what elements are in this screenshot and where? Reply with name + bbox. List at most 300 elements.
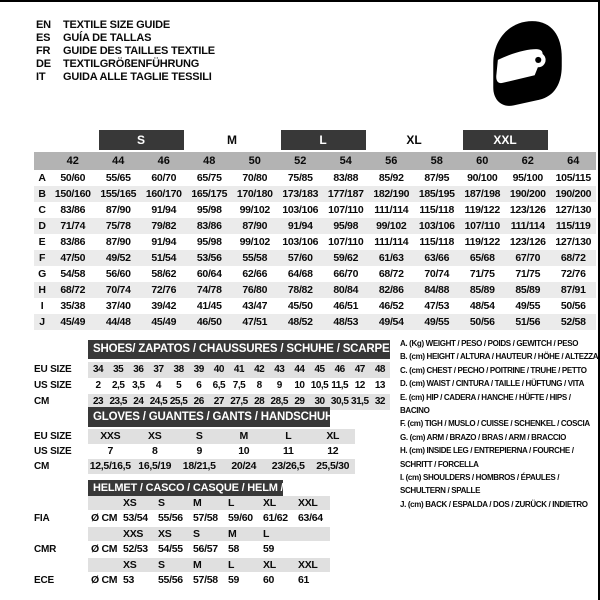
size-value-cell: 53/54 <box>123 512 148 524</box>
size-value-cell: 71/74 <box>60 220 86 232</box>
legend-item-c: C. (cm) CHEST / PECHO / POITRINE / TRUHE / PETTO <box>400 365 587 375</box>
sub-row-us-size <box>34 444 355 459</box>
row-band <box>88 572 330 589</box>
gloves-size-table <box>34 407 393 474</box>
size-value-cell: 68/72 <box>60 284 86 296</box>
size-value-cell: 173/183 <box>282 188 319 200</box>
size-value-cell: 3,5 <box>132 380 145 391</box>
language-title: GUÍA DE TALLAS <box>63 32 152 44</box>
size-value-cell: 99/102 <box>376 220 407 232</box>
size-value-cell: 55/56 <box>158 512 183 524</box>
sub-row-us-size <box>34 378 390 394</box>
size-value-cell: 64/68 <box>287 268 313 280</box>
language-title: GUIDE DES TAILLES TEXTILE <box>63 45 215 57</box>
size-value-cell: 38 <box>173 364 184 375</box>
size-value-cell: 44 <box>294 364 305 375</box>
size-value-cell: 57/60 <box>287 252 313 264</box>
size-value-cell: 42 <box>254 364 265 375</box>
sub-row-cmr <box>34 541 330 558</box>
size-value-cell: 63/66 <box>424 252 450 264</box>
size-value-cell: 8 <box>256 380 262 391</box>
size-value-cell: 54/55 <box>158 543 183 555</box>
size-value-cell: 12,5/16,5 <box>89 460 131 472</box>
size-value-cell: 9 <box>196 445 203 457</box>
size-value-cell: 46/50 <box>196 316 222 328</box>
row-label <box>34 527 88 541</box>
size-value-cell: M <box>193 497 202 509</box>
size-value-cell: 95/100 <box>512 172 543 184</box>
size-value-cell: S <box>193 528 200 540</box>
legend-item-e: E. (cm) HIP / CADERA / HANCHE / HÜFTE / HIPS / BACINO <box>400 392 571 416</box>
language-title-list <box>36 19 215 84</box>
unit-cell <box>88 558 120 572</box>
legend-item-g: G. (cm) ARM / BRAZO / BRAS / ARM / BRACCIO <box>400 432 567 442</box>
helmet-size-table <box>34 480 330 589</box>
size-value-cell: XXS <box>123 528 144 540</box>
size-value-cell: 45/50 <box>287 300 313 312</box>
size-value-cell: 61/63 <box>378 252 404 264</box>
size-value-cell: 55/56 <box>158 574 183 586</box>
size-value-cell: 59 <box>228 574 240 586</box>
row-band <box>88 459 355 474</box>
size-column-header-58: 58 <box>430 155 443 167</box>
size-value-cell: 30 <box>314 396 325 407</box>
row-band <box>88 378 390 394</box>
unit-cell <box>88 527 120 541</box>
unit-cell <box>88 496 120 510</box>
row-label-a: A <box>38 172 46 184</box>
row-band <box>88 541 330 558</box>
measure-row-d <box>34 218 596 234</box>
size-group-l: L <box>281 130 366 150</box>
size-value-cell: 65/75 <box>196 172 222 184</box>
size-value-cell: 115/118 <box>419 236 455 248</box>
size-value-cell: 70/74 <box>105 284 131 296</box>
size-value-cell: 18/21,5 <box>182 460 216 472</box>
size-value-cell: 85/89 <box>469 284 495 296</box>
size-value-cell: 107/110 <box>328 236 364 248</box>
spacer <box>34 480 88 496</box>
size-group-xxl: XXL <box>463 130 548 150</box>
size-value-cell: 37/40 <box>105 300 131 312</box>
size-value-cell: 85/89 <box>515 284 541 296</box>
size-value-cell: 7,5 <box>232 380 246 391</box>
size-value-cell: 60/64 <box>196 268 222 280</box>
size-value-cell: 160/170 <box>145 188 182 200</box>
size-value-cell: 87/90 <box>242 220 268 232</box>
size-value-cell: 91/94 <box>287 220 313 232</box>
size-value-cell: 13 <box>374 380 385 391</box>
size-value-cell: 59/60 <box>228 512 253 524</box>
size-value-cell: XXL <box>298 559 318 571</box>
measure-row-j <box>34 314 596 330</box>
row-label: EU SIZE <box>34 364 72 375</box>
legend-item-f: F. (cm) TIGH / MUSLO / CUISSE / SCHENKEL / COSCIA <box>400 419 590 429</box>
size-value-cell: 150/160 <box>54 188 91 200</box>
size-value-cell: 107/110 <box>464 220 500 232</box>
size-group-m: M <box>227 133 237 147</box>
size-value-cell: 95/98 <box>196 204 222 216</box>
row-label-c: C <box>38 204 46 216</box>
gloves-table-title: GLOVES / GUANTES / GANTS / HANDSCHUHE / GUANTI <box>88 407 330 427</box>
size-value-cell: M <box>228 528 237 540</box>
size-value-cell: 111/114 <box>374 236 409 248</box>
size-value-cell: 103/106 <box>282 204 319 216</box>
size-value-cell: 46/51 <box>333 300 359 312</box>
language-row-en <box>36 19 215 32</box>
size-value-cell: 53/56 <box>196 252 222 264</box>
row-label <box>34 496 88 510</box>
helmet-table-title: HELMET / CASCO / CASQUE / HELM / CASCO <box>88 480 283 496</box>
row-label: CMR <box>34 544 57 555</box>
measure-row-e <box>34 234 596 250</box>
language-code: IT <box>36 71 46 83</box>
language-code: ES <box>36 32 51 44</box>
measurement-rows <box>34 170 596 330</box>
size-value-cell: 58 <box>228 543 240 555</box>
size-value-cell: 48/53 <box>333 316 359 328</box>
size-value-cell: 47/51 <box>242 316 268 328</box>
size-value-cell: XL <box>263 497 276 509</box>
size-value-cell: 23 <box>93 396 104 407</box>
size-value-cell: XL <box>326 430 340 442</box>
size-value-cell: 87/90 <box>105 236 131 248</box>
sub-row-fia <box>34 510 330 527</box>
size-value-cell: 36 <box>133 364 144 375</box>
sub-row-sizes-4 <box>34 558 330 572</box>
size-value-cell: 52/58 <box>560 316 586 328</box>
size-value-cell: 35/38 <box>60 300 86 312</box>
size-value-cell: 7 <box>107 445 114 457</box>
size-value-cell: 59 <box>263 543 275 555</box>
sub-row-cm <box>34 459 355 474</box>
size-value-cell: 107/110 <box>328 204 364 216</box>
size-value-cell: 30,5 <box>330 396 349 407</box>
row-label <box>34 558 88 572</box>
size-value-cell: 29 <box>294 396 305 407</box>
row-band <box>88 362 390 378</box>
size-value-cell: 61/62 <box>263 512 288 524</box>
size-value-cell: M <box>193 559 202 571</box>
measurement-legend <box>400 337 600 511</box>
size-value-cell: 95/98 <box>333 220 359 232</box>
measure-row-h <box>34 282 596 298</box>
sub-row-sizes-0 <box>34 496 330 510</box>
size-value-cell: 95/98 <box>196 236 222 248</box>
size-value-cell: 119/122 <box>464 236 500 248</box>
size-value-cell: 26 <box>193 396 204 407</box>
size-value-cell: 45 <box>314 364 325 375</box>
size-column-header-56: 56 <box>385 155 398 167</box>
size-value-cell: 39 <box>193 364 204 375</box>
size-column-header-50: 50 <box>248 155 261 167</box>
sub-row-eu-size <box>34 429 355 444</box>
measure-row-a <box>34 170 596 186</box>
row-label-h: H <box>38 284 46 296</box>
size-value-cell: 58/62 <box>151 268 177 280</box>
size-value-cell: 24 <box>133 396 144 407</box>
sub-row-sizes-2 <box>34 527 330 541</box>
size-value-cell <box>295 541 330 558</box>
size-value-cell: 2,5 <box>111 380 125 391</box>
corner-cell <box>34 152 50 170</box>
size-value-cell: 50/56 <box>560 300 586 312</box>
size-value-cell: 115/119 <box>555 220 591 232</box>
size-value-cell: 16,5/19 <box>138 460 172 472</box>
row-label-e: E <box>38 236 46 248</box>
row-label-f: F <box>38 252 46 264</box>
size-value-cell: 51/54 <box>151 252 177 264</box>
size-value-cell: 170/180 <box>236 188 273 200</box>
size-value-cell: 27,5 <box>230 396 248 407</box>
size-value-cell: XS <box>123 497 137 509</box>
language-row-de <box>36 58 215 71</box>
row-label-b: B <box>38 188 46 200</box>
size-value-cell: 72/76 <box>151 284 177 296</box>
spacer <box>34 340 88 359</box>
shoes-size-table <box>34 340 390 410</box>
row-label: FIA <box>34 513 50 524</box>
size-value-cell: 43/47 <box>242 300 268 312</box>
size-value-cell: 85/92 <box>378 172 404 184</box>
size-value-cell: 87/95 <box>424 172 450 184</box>
legend-item-a: A. (Kg) WEIGHT / PESO / POIDS / GEWITCH / PESO <box>400 339 579 348</box>
sub-row-eu-size <box>34 362 390 378</box>
unit-cell: Ø CM <box>91 512 118 524</box>
size-value-cell: 46/52 <box>378 300 404 312</box>
size-value-cell: 91/94 <box>151 236 177 248</box>
size-value-cell: 75/85 <box>287 172 313 184</box>
size-value-cell: 10 <box>294 380 305 391</box>
legend-item-j: J. (cm) BACK / ESPALDA / DOS / ZURÜCK / INDIETRO <box>400 499 588 509</box>
size-value-cell: 79/82 <box>151 220 177 232</box>
size-value-cell: 56/60 <box>105 268 131 280</box>
size-value-cell: 49/55 <box>424 316 450 328</box>
language-row-es <box>36 32 215 45</box>
size-value-cell: 103/106 <box>282 236 319 248</box>
size-value-cell: 34 <box>93 364 104 375</box>
size-value-cell: 41/45 <box>196 300 222 312</box>
size-column-header-48: 48 <box>203 155 216 167</box>
size-value-cell: 48/52 <box>287 316 313 328</box>
size-value-cell: 71/75 <box>469 268 495 280</box>
size-value-cell: 46 <box>334 364 345 375</box>
size-value-cell: 57/58 <box>193 512 218 524</box>
row-label: EU SIZE <box>34 431 72 442</box>
language-code: DE <box>36 58 51 70</box>
size-value-cell: 83/86 <box>60 236 86 248</box>
size-value-cell: 54/58 <box>60 268 86 280</box>
size-value-cell: 56/57 <box>193 543 218 555</box>
size-value-cell: 83/86 <box>196 220 222 232</box>
row-band <box>88 510 330 527</box>
size-value-cell: 68/72 <box>378 268 404 280</box>
size-value-cell: 165/175 <box>191 188 228 200</box>
size-value-cell: XS <box>158 528 172 540</box>
size-column-header-54: 54 <box>339 155 352 167</box>
size-value-cell: 41 <box>233 364 245 375</box>
size-value-cell: 6,5 <box>212 380 226 391</box>
size-value-cell: 37 <box>153 364 164 375</box>
measure-row-c <box>34 202 596 218</box>
shoes-rows <box>34 362 390 410</box>
size-value-cell: 25,5 <box>169 396 188 407</box>
size-value-cell: 27 <box>213 396 224 407</box>
size-value-cell: 111/114 <box>374 204 409 216</box>
size-value-cell: 123/126 <box>509 204 546 216</box>
size-value-cell: 6 <box>196 380 202 391</box>
size-value-cell: XXS <box>100 430 121 442</box>
size-value-cell: 67/70 <box>515 252 541 264</box>
size-value-cell: 65/68 <box>469 252 495 264</box>
row-label: US SIZE <box>34 446 72 457</box>
textile-size-table <box>34 130 596 330</box>
size-value-cell: 78/82 <box>287 284 313 296</box>
size-value-cell: XS <box>123 559 137 571</box>
size-value-cell: 45/49 <box>60 316 86 328</box>
size-value-cell: 127/130 <box>555 236 592 248</box>
size-value-cell: 23/26,5 <box>271 460 305 472</box>
size-value-cell: 87/91 <box>560 284 586 296</box>
size-group-s: S <box>99 130 184 150</box>
row-label-j: J <box>39 316 45 328</box>
size-value-cell: 47/53 <box>424 300 450 312</box>
size-value-cell: 60 <box>263 574 275 586</box>
helmet-icon <box>488 18 566 110</box>
size-value-cell: 49/52 <box>105 252 131 264</box>
legend-item-d: D. (cm) WAIST / CINTURA / TAILLE / HÜFTUNG / VITA <box>400 379 585 389</box>
size-value-cell: 43 <box>274 364 285 375</box>
helmet-rows <box>34 496 330 589</box>
size-value-cell: 68/72 <box>560 252 586 264</box>
size-value-cell: 50/56 <box>469 316 495 328</box>
size-value-cell: 55/58 <box>242 252 268 264</box>
size-column-header-64: 64 <box>567 155 580 167</box>
unit-cell: Ø CM <box>91 543 118 555</box>
size-value-cell: 47 <box>354 364 365 375</box>
size-value-cell: S <box>158 497 165 509</box>
unit-cell: Ø CM <box>91 574 118 586</box>
size-value-cell: 9 <box>276 380 282 391</box>
size-value-cell: 55/65 <box>105 172 131 184</box>
size-value-cell: 111/114 <box>510 220 545 232</box>
size-value-cell: 32 <box>374 396 385 407</box>
size-value-cell: XXL <box>298 497 318 509</box>
numeric-size-header-row <box>34 152 596 170</box>
measure-row-b <box>34 186 596 202</box>
size-value-cell: 12 <box>327 445 339 457</box>
size-value-cell: 99/102 <box>239 236 270 248</box>
size-value-cell: 63/64 <box>298 512 323 524</box>
size-value-cell: 28 <box>254 396 265 407</box>
size-value-cell: 90/100 <box>467 172 498 184</box>
size-value-cell: 119/122 <box>464 204 500 216</box>
sub-row-ece <box>34 572 330 589</box>
size-value-cell: 99/102 <box>239 204 270 216</box>
size-value-cell: 84/88 <box>424 284 450 296</box>
size-value-cell: 190/200 <box>555 188 592 200</box>
row-band <box>88 527 330 541</box>
size-value-cell: 83/86 <box>60 204 86 216</box>
size-value-cell: M <box>239 430 248 442</box>
legend-item-i: I. (cm) SHOULDERS / HOMBROS / ÉPAULES / SCHULTERN / SPALLE <box>400 473 560 496</box>
size-value-cell: 127/130 <box>555 204 592 216</box>
row-band <box>88 444 355 459</box>
size-value-cell: 4 <box>155 380 161 391</box>
row-label-i: I <box>40 300 44 312</box>
size-value-cell: 57/58 <box>193 574 218 586</box>
size-value-cell: 45/49 <box>151 316 177 328</box>
size-value-cell: L <box>263 528 270 540</box>
row-label: CM <box>34 461 50 472</box>
measure-row-g <box>34 266 596 282</box>
size-value-cell: 50/60 <box>60 172 86 184</box>
language-row-fr <box>36 45 215 58</box>
spacer <box>34 407 88 427</box>
language-code: EN <box>36 19 51 31</box>
size-value-cell: L <box>228 497 235 509</box>
size-value-cell: S <box>195 430 203 442</box>
size-value-cell: 31,5 <box>351 396 369 407</box>
size-value-cell: 49/54 <box>378 316 404 328</box>
size-value-cell: 70/74 <box>424 268 450 280</box>
measure-row-i <box>34 298 596 314</box>
size-value-cell: 103/106 <box>418 220 455 232</box>
size-value-cell <box>295 527 330 541</box>
size-value-cell: 48 <box>374 364 385 375</box>
row-label: US SIZE <box>34 380 72 391</box>
legend-item-b: B. (cm) HEIGHT / ALTURA / HAUTEUR / HÖHE / ALTEZZA <box>400 352 599 362</box>
size-value-cell: 47/50 <box>60 252 86 264</box>
size-value-cell: 59/62 <box>333 252 359 264</box>
size-value-cell: 185/195 <box>418 188 455 200</box>
size-value-cell: 177/187 <box>327 188 364 200</box>
size-value-cell: L <box>228 559 235 571</box>
size-value-cell: XL <box>263 559 276 571</box>
size-value-cell: 49/55 <box>515 300 541 312</box>
size-value-cell: 35 <box>113 364 124 375</box>
size-column-header-46: 46 <box>157 155 170 167</box>
size-column-header-60: 60 <box>476 155 489 167</box>
size-group-xl: XL <box>406 133 422 147</box>
size-value-cell: XS <box>148 430 162 442</box>
size-value-cell: 40 <box>213 364 224 375</box>
size-value-cell: 115/118 <box>419 204 455 216</box>
size-column-header-44: 44 <box>112 155 125 167</box>
size-value-cell: 105/115 <box>555 172 591 184</box>
size-value-cell: 28,5 <box>270 396 288 407</box>
size-value-cell: 11,5 <box>331 380 349 391</box>
size-value-cell: 61 <box>298 574 310 586</box>
size-value-cell: 2 <box>95 380 101 391</box>
measure-row-f <box>34 250 596 266</box>
size-value-cell: 187/198 <box>464 188 501 200</box>
size-value-cell: 91/94 <box>151 204 177 216</box>
size-value-cell: 83/88 <box>333 172 359 184</box>
size-value-cell: 23,5 <box>109 396 127 407</box>
shoes-table-title: SHOES/ ZAPATOS / CHAUSSURES / SCHUHE / SCARPE <box>88 340 390 359</box>
size-value-cell: 51/56 <box>515 316 541 328</box>
size-value-cell: 66/70 <box>333 268 359 280</box>
size-group-header-row <box>34 130 596 150</box>
size-value-cell: 39/42 <box>151 300 177 312</box>
row-band <box>88 496 330 510</box>
row-band <box>88 429 355 444</box>
language-title: TEXTILE SIZE GUIDE <box>63 19 171 31</box>
size-value-cell: 62/66 <box>242 268 268 280</box>
size-value-cell: 10,5 <box>310 380 329 391</box>
size-value-cell: 71/75 <box>515 268 541 280</box>
